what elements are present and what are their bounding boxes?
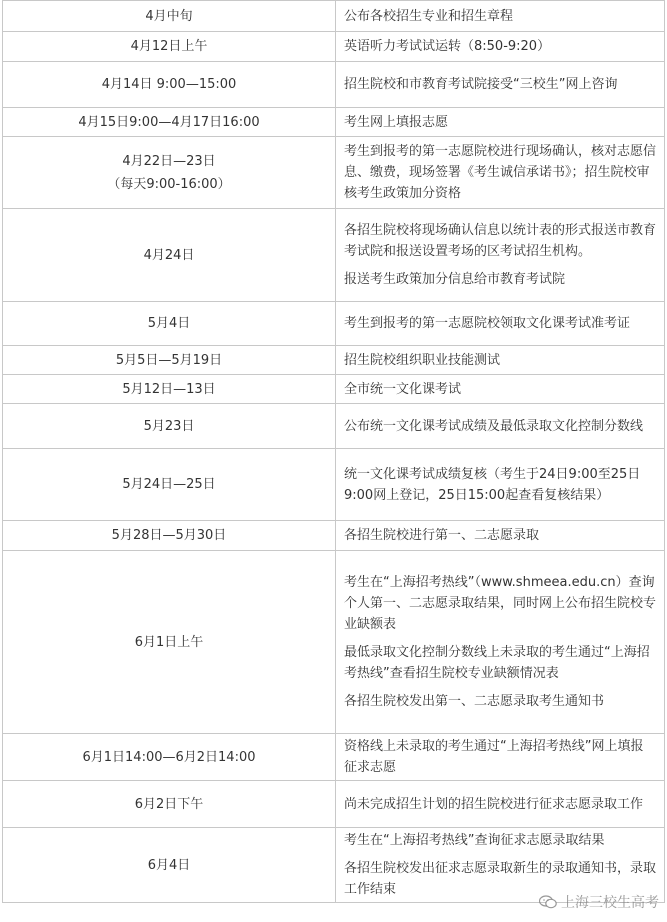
date-cell (3, 209, 336, 302)
date-cell (3, 346, 336, 375)
description-cell (336, 404, 665, 449)
description-text: 考生到报考的第一志愿院校领取文化课考试准考证 (344, 316, 631, 331)
date-cell (3, 302, 336, 346)
date-cell (3, 551, 336, 734)
schedule-table-body (3, 1, 665, 903)
description-cell (336, 734, 665, 781)
date-text: 4月中旬 (145, 8, 193, 24)
table-row (3, 551, 665, 734)
date-cell (3, 521, 336, 551)
table-row (3, 521, 665, 551)
date-text: 5月23日 (143, 418, 195, 434)
date-text: 4月24日 (143, 247, 195, 263)
description-text: 招生院校组织职业技能测试 (344, 352, 501, 368)
table-row (3, 62, 665, 108)
date-cell (3, 734, 336, 781)
description-cell (336, 781, 665, 828)
date-text: 5月4日 (147, 316, 191, 331)
description-cell (336, 346, 665, 375)
description-text: 考生到报考的第一志愿院校进行现场确认，核对志愿信息、缴费，现场签署《考生诚信承诺书》；招生院校审核考生政策加分资格 (344, 144, 657, 201)
description-text: 尚未完成招生计划的招生院校进行征求志愿录取工作 (344, 796, 644, 812)
description-text: 英语听力考试试运转（8:50-9:20） (344, 39, 551, 54)
date-subtext: （每天9:00-16:00） (107, 176, 231, 192)
description-cell (336, 551, 665, 734)
table-row (3, 209, 665, 302)
description-cell (336, 375, 665, 404)
date-text: 6月1日14:00—6月2日14:00 (82, 749, 256, 765)
description-cell (336, 449, 665, 521)
description-cell (336, 521, 665, 551)
table-row (3, 734, 665, 781)
date-cell (3, 108, 336, 137)
description-text: 各招生院校发出第一、二志愿录取考生通知书 (344, 694, 605, 709)
table-row (3, 404, 665, 449)
description-cell (336, 108, 665, 137)
date-cell (3, 449, 336, 521)
table-row (3, 302, 665, 346)
date-text: 6月2日下午 (134, 796, 204, 812)
wechat-icon (539, 895, 557, 909)
date-cell (3, 828, 336, 903)
description-text: 公布各校招生专业和招生章程 (344, 8, 514, 24)
date-cell (3, 32, 336, 62)
description-cell (336, 302, 665, 346)
date-cell (3, 375, 336, 404)
description-text: 考生在“上海招考热线”（www.shmeea.edu.cn）查询个人第一、二志愿录取结果，同时网上公布招生院校专业缺额表 (344, 575, 657, 632)
description-text: 考生在“上海招考热线”查询征求志愿录取结果 (344, 833, 605, 848)
date-cell (3, 781, 336, 828)
description-text: 全市统一文化课考试 (344, 381, 462, 397)
description-text: 各招生院校将现场确认信息以统计表的形式报送市教育考试院和报送设置考场的区考试招生机构。 (344, 223, 657, 259)
description-cell (336, 209, 665, 302)
description-text: 统一文化课考试成绩复核（考生于24日9:00至25日9:00网上登记，25日15:00起查看复核结果） (344, 466, 641, 503)
description-cell (336, 62, 665, 108)
description-cell (336, 1, 665, 32)
description-text: 考生网上填报志愿 (344, 114, 449, 130)
table-row (3, 781, 665, 828)
date-text: 6月4日 (147, 857, 191, 873)
table-row (3, 32, 665, 62)
date-text: 4月15日9:00—4月17日16:00 (78, 114, 260, 130)
schedule-table (2, 0, 665, 903)
table-row (3, 108, 665, 137)
date-text: 4月12日上午 (130, 39, 208, 54)
date-text: 4月22日—23日 (122, 153, 216, 169)
date-text: 5月24日—25日 (122, 477, 216, 492)
date-text: 6月1日上午 (134, 634, 204, 650)
date-text: 5月5日—5月19日 (115, 352, 223, 368)
date-text: 5月12日—13日 (122, 381, 216, 397)
description-text: 报送考生政策加分信息给市教育考试院 (344, 272, 566, 287)
date-cell (3, 1, 336, 32)
date-text: 4月14日 9:00—15:00 (101, 77, 237, 92)
description-text: 公布统一文化课考试成绩及最低录取文化控制分数线 (344, 418, 644, 434)
table-row (3, 375, 665, 404)
watermark (539, 892, 659, 912)
watermark-text: 上海三校生高考 (561, 895, 659, 911)
description-cell (336, 32, 665, 62)
date-cell (3, 137, 336, 209)
description-text: 最低录取文化控制分数线上未录取的考生通过“上海招考热线”查看招生院校专业缺额情况表 (344, 645, 650, 681)
date-cell (3, 404, 336, 449)
description-text: 各招生院校发出征求志愿录取新生的录取通知书，录取工作结束 (344, 861, 657, 897)
date-text: 5月28日—5月30日 (111, 528, 227, 543)
table-row (3, 449, 665, 521)
date-cell (3, 62, 336, 108)
table-row (3, 137, 665, 209)
description-text: 资格线上未录取的考生通过“上海招考热线”网上填报征求志愿 (344, 739, 644, 775)
table-row (3, 1, 665, 32)
description-cell (336, 137, 665, 209)
description-text: 招生院校和市教育考试院接受“三校生”网上咨询 (344, 77, 618, 92)
table-row (3, 346, 665, 375)
description-text: 各招生院校进行第一、二志愿录取 (344, 528, 540, 543)
